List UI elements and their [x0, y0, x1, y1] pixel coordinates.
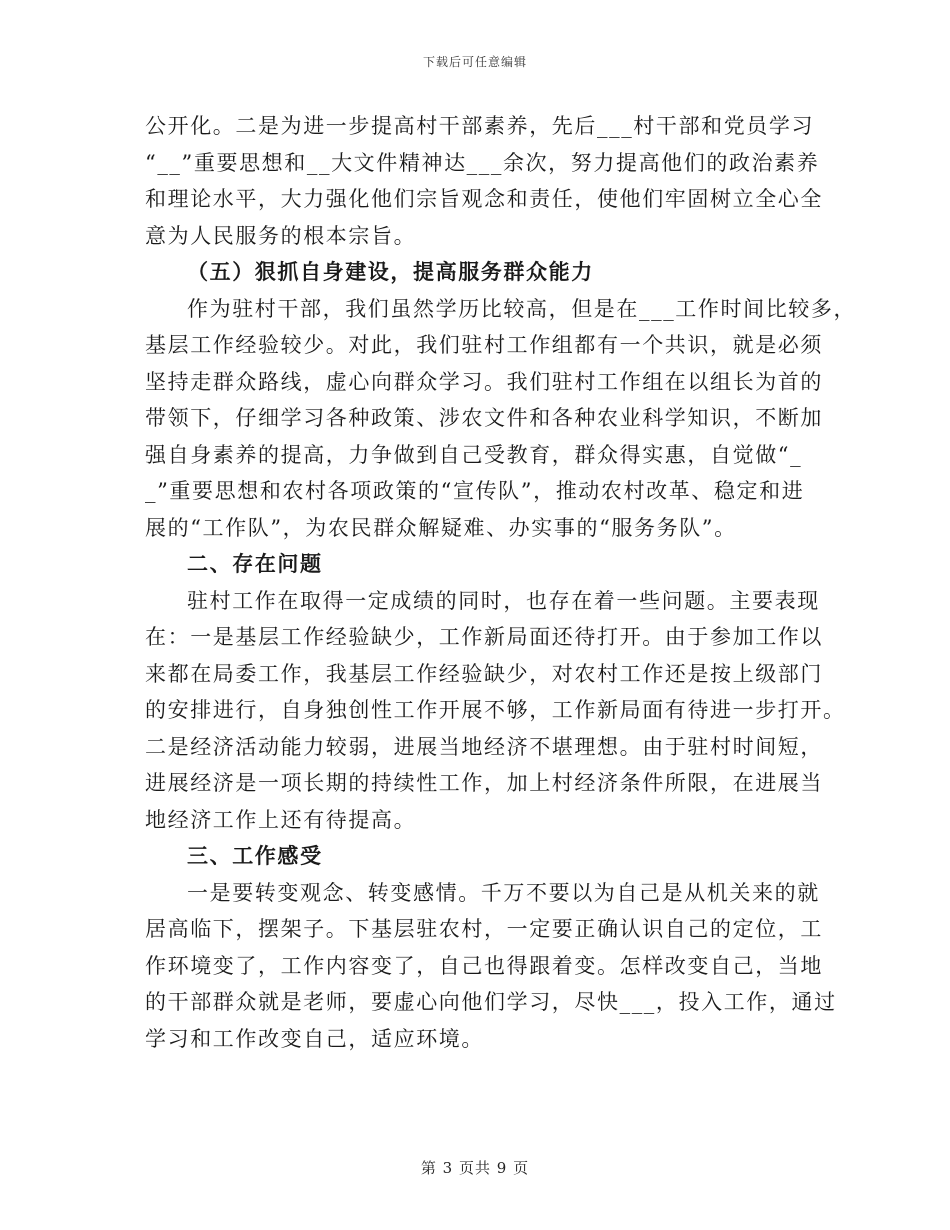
body-line: 驻村工作在取得一定成绩的同时，也存在着一些问题。主要表现 [187, 588, 820, 613]
body-line: “__”重要思想和__大文件精神达___余次，努力提高他们的政治素养 [145, 150, 820, 175]
page-number: 第 3 页共 9 页 [420, 1159, 530, 1177]
body-line: 基层工作经验较少。对此，我们驻村工作组都有一个共识，就是必须 [145, 333, 823, 357]
section-heading: （五）狠抓自身建设，提高服务群众能力 [187, 259, 594, 284]
body-line: _”重要思想和农村各项政策的“宣传队”，推动农村改革、稳定和进 [145, 479, 805, 503]
body-line: 公开化。二是为进一步提高村干部素养，先后___村干部和党员学习 [145, 114, 815, 138]
body-line: 居高临下，摆架子。下基层驻农村，一定要正确认识自己的定位，工 [145, 917, 823, 941]
body-line: 来都在局委工作，我基层工作经验缺少，对农村工作还是按上级部门 [145, 661, 823, 686]
body-line: 在：一是基层工作经验缺少，工作新局面还待打开。由于参加工作以 [145, 625, 823, 649]
body-line: 意为人民服务的根本宗旨。 [145, 223, 417, 248]
body-line: 一是要转变观念、转变感情。千万不要以为自己是从机关来的就 [187, 880, 820, 905]
body-line: 作为驻村干部，我们虽然学历比较高，但是在___工作时间比较多， [187, 296, 857, 321]
body-line: 强自身素养的提高，力争做到自己受教育，群众得实惠，自觉做“_ [145, 442, 803, 467]
body-line: 地经济工作上还有待提高。 [145, 807, 417, 832]
body-line: 带领下，仔细学习各种政策、涉农文件和各种农业科学知识，不断加 [145, 406, 823, 430]
body-line: 作环境变了，工作内容变了，自己也得跟着变。怎样改变自己，当地 [145, 953, 823, 978]
body-line: 学习和工作改变自己，适应环境。 [145, 1026, 484, 1051]
body-line: 的干部群众就是老师，要虚心向他们学习，尽快___，投入工作，通过 [145, 990, 837, 1014]
body-line: 二是经济活动能力较弱，进展当地经济不堪理想。由于驻村时间短， [145, 734, 823, 759]
body-line: 展的“工作队”，为农民群众解疑难、办实事的“服务务队”。 [145, 515, 737, 540]
body-line: 和理论水平，大力强化他们宗旨观念和责任，使他们牢固树立全心全 [145, 187, 823, 211]
body-line: 进展经济是一项长期的持续性工作，加上村经济条件所限，在进展当 [145, 771, 823, 795]
body-line: 坚持走群众路线，虚心向群众学习。我们驻村工作组在以组长为首的 [145, 369, 823, 394]
header-note: 下载后可任意编辑 [422, 55, 527, 69]
body-line: 的安排进行，自身独创性工作开展不够，工作新局面有待进一步打开。 [145, 698, 846, 722]
document-body [145, 108, 857, 1057]
section-heading: 二、存在问题 [187, 551, 323, 576]
section-heading: 三、工作感受 [187, 843, 323, 868]
